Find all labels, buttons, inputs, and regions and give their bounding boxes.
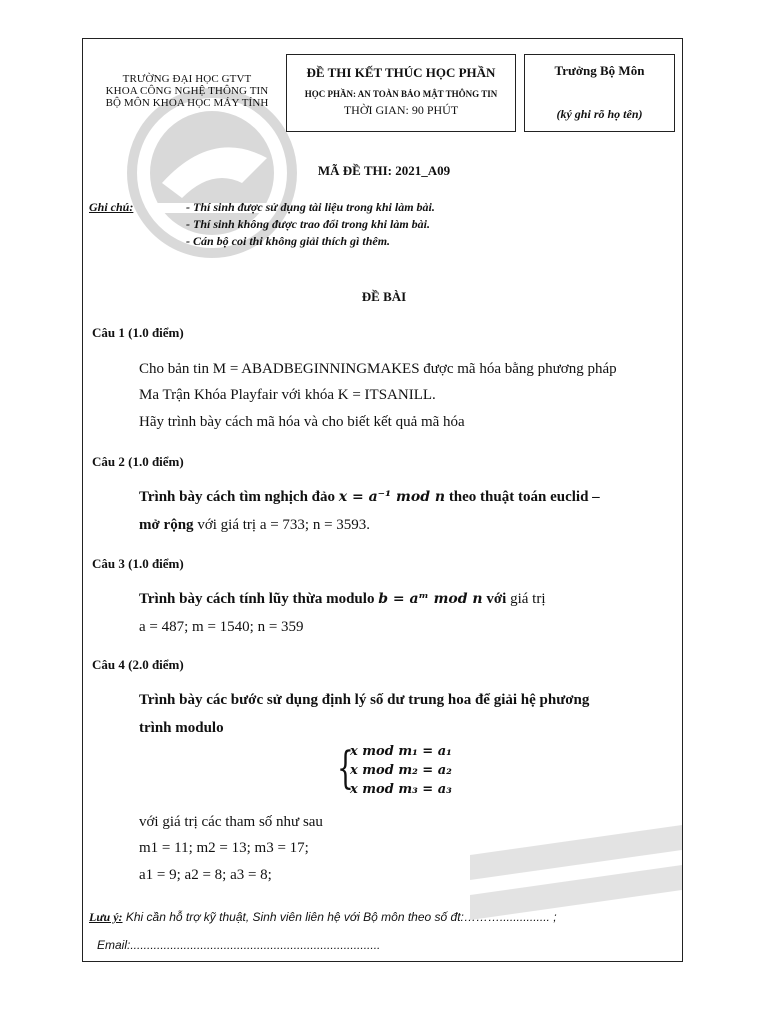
q2-intro: Trình bày cách tìm nghịch đảo <box>139 489 339 505</box>
congruence-system <box>340 742 452 799</box>
equation-2: x mod m₂ = a₂ <box>350 763 452 778</box>
school-info <box>92 46 282 134</box>
note-item: - Thí sinh không được trao đổi trong khi làm bài. <box>186 217 431 231</box>
q2-line-2 <box>139 517 370 534</box>
support-label: Lưu ý: <box>89 910 123 924</box>
dept-head-title: Trưởng Bộ Môn <box>554 63 645 78</box>
question-2-title: Câu 2 (1.0 điểm) <box>92 454 184 469</box>
school-name: TRƯỜNG ĐẠI HỌC GTVT <box>122 73 252 85</box>
question-3-title: Câu 3 (1.0 điểm) <box>92 556 184 571</box>
equation-1: x mod m₁ = a₁ <box>350 744 452 759</box>
q3-values: a = 487; m = 1540; n = 359 <box>139 619 304 635</box>
exam-code: MÃ ĐỀ THI: 2021_A09 <box>317 163 451 178</box>
note-item: - Thí sinh được sử dụng tài liệu trong khi làm bài. <box>186 200 435 214</box>
q4-remainders: a1 = 9; a2 = 8; a3 = 8; <box>139 867 272 883</box>
q2-method: theo thuật toán euclid – <box>445 489 600 505</box>
note-item: - Cán bộ coi thi không giải thích gì thêm. <box>186 234 391 248</box>
q4-line-3: với giá trị các tham số như sau <box>139 814 323 830</box>
support-note <box>89 910 557 925</box>
q3-formula: b = aᵐ mod n <box>378 591 483 607</box>
dept-head-box <box>524 54 675 132</box>
q3-intro: Trình bày cách tính lũy thừa modulo <box>139 591 379 607</box>
equation-3: x mod m₃ = a₃ <box>350 782 452 797</box>
q1-line-3: Hãy trình bày cách mã hóa và cho biết kết quả mã hóa <box>139 414 465 430</box>
question-4-title: Câu 4 (2.0 điểm) <box>92 657 184 672</box>
exam-info-box <box>286 54 516 132</box>
q2-formula: x = a⁻¹ mod n <box>338 489 446 505</box>
course-name: HỌC PHẦN: AN TOÀN BẢO MẬT THÔNG TIN <box>304 89 498 99</box>
q4-moduli: m1 = 11; m2 = 13; m3 = 17; <box>139 840 309 856</box>
q2-method-cont: mở rộng <box>139 517 194 533</box>
support-text: Khi cần hỗ trợ kỹ thuật, Sinh viên liên hệ với Bộ môn theo số đt:………............... ; <box>122 910 557 924</box>
q4-line-1: Trình bày các bước sử dụng định lý số dư trung hoa để giải hệ phương <box>139 692 590 708</box>
faculty-name: KHOA CÔNG NGHỆ THÔNG TIN <box>105 85 269 97</box>
q4-line-2: trình modulo <box>139 720 224 736</box>
notes-label: Ghi chú: <box>89 200 134 214</box>
q2-values: với giá trị a = 733; n = 3593. <box>193 517 371 533</box>
q3-line-1 <box>139 591 546 608</box>
exam-header <box>92 46 675 136</box>
exam-title: ĐỀ THI KẾT THÚC HỌC PHẦN <box>306 65 496 80</box>
q2-line-1 <box>139 489 600 506</box>
email-line: Email:........................................................................... <box>97 938 381 952</box>
section-title: ĐỀ BÀI <box>361 289 407 304</box>
exam-duration: THỜI GIAN: 90 PHÚT <box>343 103 459 117</box>
question-1-title: Câu 1 (1.0 điểm) <box>92 325 184 340</box>
q3-value-word: giá trị <box>506 591 546 607</box>
q3-with: với <box>482 591 507 607</box>
system-brace: { <box>337 743 354 794</box>
q1-line-2: Ma Trận Khóa Playfair với khóa K = ITSANILL. <box>139 387 436 403</box>
signature-note: (ký ghi rõ họ tên) <box>556 107 643 121</box>
department-name: BỘ MÔN KHOA HỌC MÁY TÍNH <box>105 97 269 109</box>
q1-line-1: Cho bản tin M = ABADBEGINNINGMAKES được mã hóa bằng phương pháp <box>139 361 617 377</box>
